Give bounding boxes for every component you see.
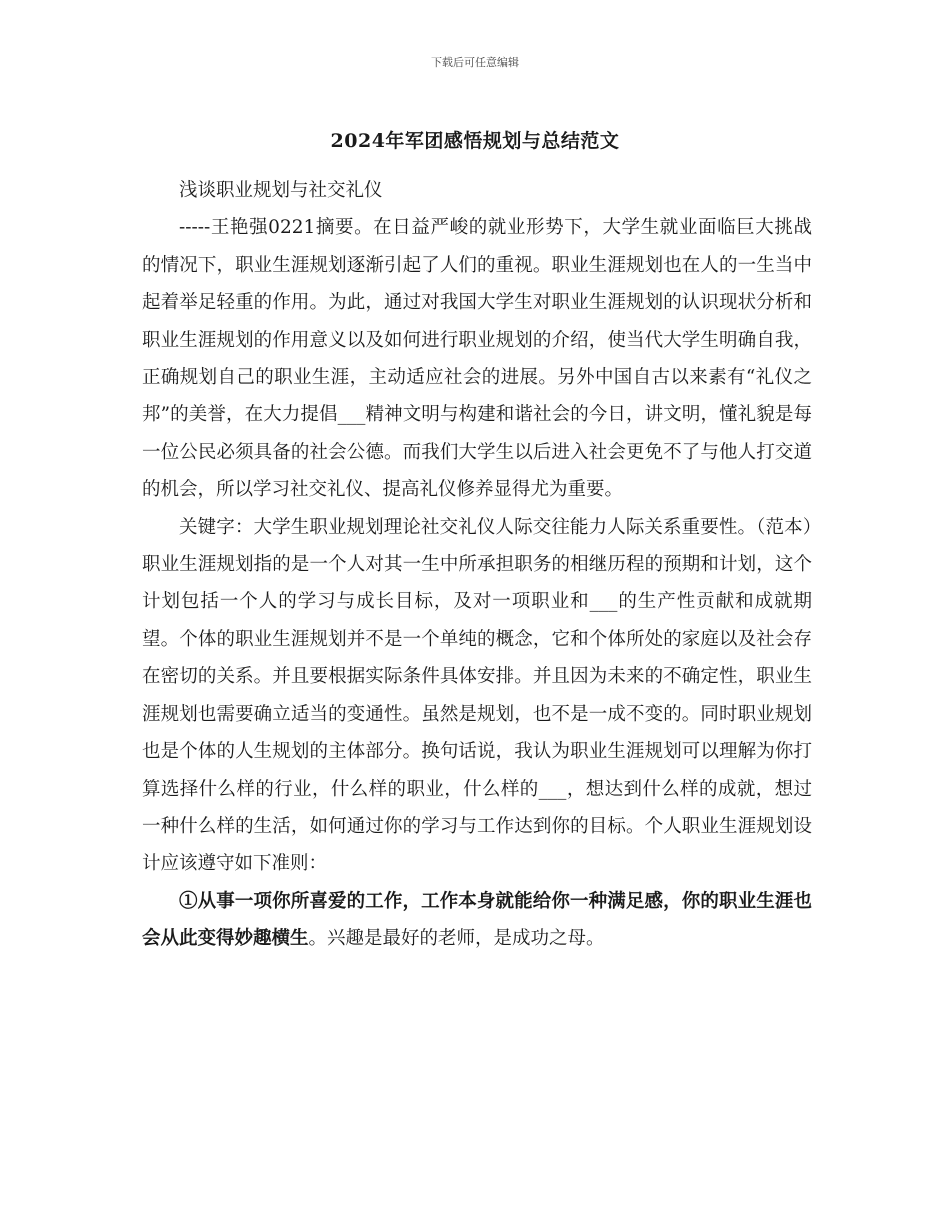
subtitle: 浅谈职业规划与社交礼仪 <box>179 180 383 201</box>
point-1-paragraph <box>142 883 812 958</box>
keywords-paragraph: 关键字：大学生职业规划理论社交礼仪人际交往能力人际关系重要性。（范本）职业生涯规划指的是一个人对其一生中所承担职务的相继历程的预期和计划，这个计划包括一个人的学习与成长目标，及对一项职业和___的生产性贡献和成就期望。个体的职业生涯规划并不是一个单纯的概念，它和个体所处的家庭以及社会存在密切的关系。并且要根据实际条件具体安排。并且因为未来的不确定性，职业生涯规划也需要确立适当的变通性。虽然是规划，也不是一成不变的。同时职业规划也是个体的人生规划的主体部分。换句话说，我认为职业生涯规划可以理解为你打算选择什么样的行业，什么样的职业，什么样的___，想达到什么样的成就，想过一种什么样的生活，如何通过你的学习与工作达到你的目标。个人职业生涯规划设计应该遵守如下准则： <box>142 516 812 875</box>
point-1-bold-text: ①从事一项你所喜爱的工作，工作本身就能给你一种满足感，你的职业生涯也会从此变得妙趣横生 <box>142 890 812 950</box>
header-note: 下载后可任意编辑 <box>431 56 519 69</box>
point-1-rest-text: 。兴趣是最好的老师，是成功之母。 <box>308 928 605 950</box>
document-title: 2024年军团感悟规划与总结范文 <box>330 130 620 152</box>
document-body <box>142 172 812 958</box>
abstract-paragraph: -----王艳强0221摘要。在日益严峻的就业形势下，大学生就业面临巨大挑战的情况下，职业生涯规划逐渐引起了人们的重视。职业生涯规划也在人的一生当中起着举足轻重的作用。为此，通过对我国大学生对职业生涯规划的认识现状分析和职业生涯规划的作用意义以及如何进行职业规划的介绍，使当代大学生明确自我，正确规划自己的职业生涯，主动适应社会的进展。另外中国自古以来素有“礼仪之邦”的美誉，在大力提倡___精神文明与构建和谐社会的今日，讲文明，懂礼貌是每一位公民必须具备的社会公德。而我们大学生以后进入社会更免不了与他人打交道的机会，所以学习社交礼仪、提高礼仪修养显得尤为重要。 <box>142 217 812 501</box>
